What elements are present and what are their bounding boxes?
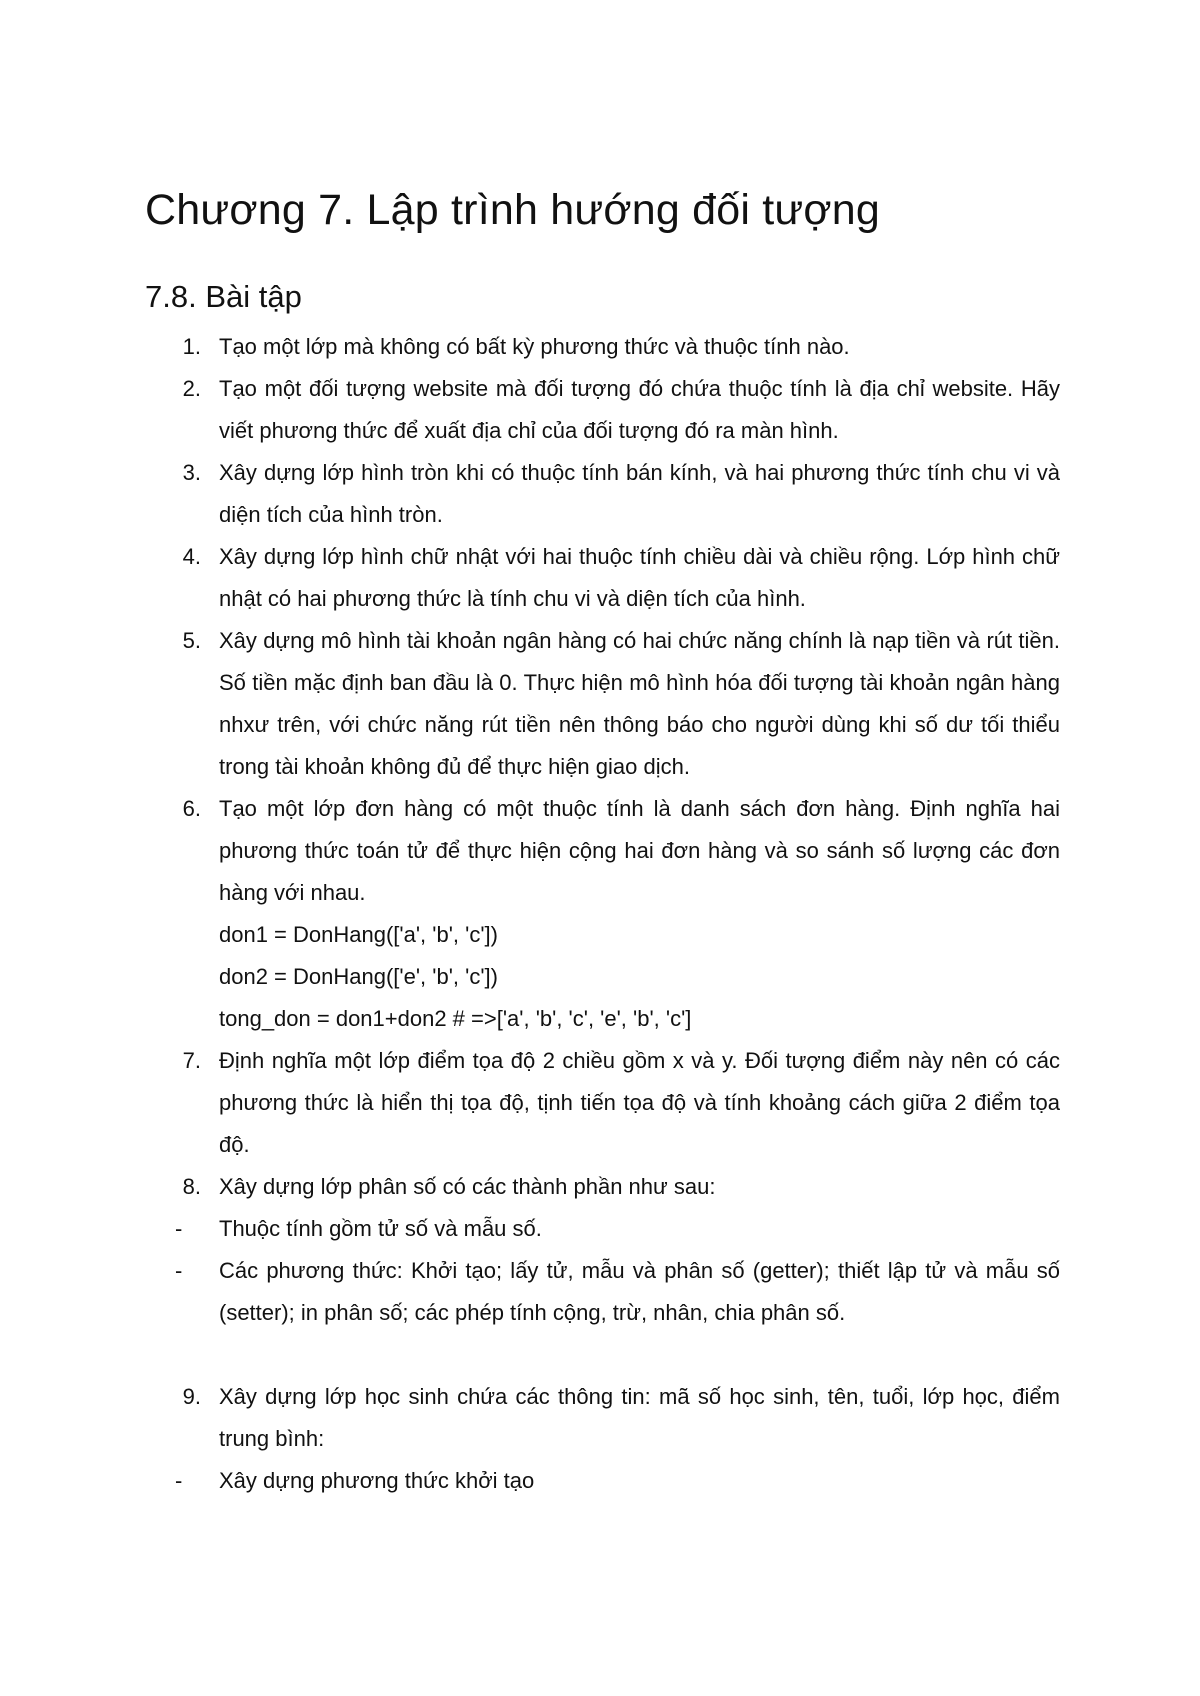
dash-bullet: -	[175, 1216, 183, 1241]
exercise-text: Xây dựng lớp học sinh chứa các thông tin: mã số học sinh, tên, tuổi, lớp học, điểm trung bình:	[219, 1384, 1060, 1451]
sub-item	[145, 1250, 1060, 1334]
exercise-item-5	[145, 620, 1060, 788]
exercise-list	[145, 326, 1060, 1208]
sub-item-text: Các phương thức: Khởi tạo; lấy tử, mẫu và phân số (getter); thiết lập tử và mẫu số (setter); in phân số; các phép tính cộng, trừ, nhân, chia phân số.	[219, 1258, 1060, 1325]
exercise-item-3	[145, 452, 1060, 536]
code-line: don2 = DonHang(['e', 'b', 'c'])	[219, 964, 498, 989]
exercise-text: Tạo một lớp đơn hàng có một thuộc tính là danh sách đơn hàng. Định nghĩa hai phương thức toán tử để thực hiện cộng hai đơn hàng và so sánh số lượng các đơn hàng với nhau.	[219, 796, 1060, 905]
code-line: don1 = DonHang(['a', 'b', 'c'])	[219, 922, 498, 947]
exercise-item-1	[145, 326, 1060, 368]
exercise-text: Tạo một đối tượng website mà đối tượng đó chứa thuộc tính là địa chỉ website. Hãy viết phương thức để xuất địa chỉ của đối tượng đó ra màn hình.	[219, 376, 1060, 443]
exercise-text: Xây dựng lớp hình chữ nhật với hai thuộc tính chiều dài và chiều rộng. Lớp hình chữ nhật có hai phương thức là tính chu vi và diện tích của hình.	[219, 544, 1060, 611]
dash-bullet: -	[175, 1258, 183, 1283]
sub-item-text: Thuộc tính gồm tử số và mẫu số.	[219, 1216, 542, 1241]
exercise-number: 1.	[182, 334, 201, 359]
blank-line	[145, 1334, 1060, 1376]
exercise-number: 9.	[182, 1384, 201, 1409]
sub-item	[145, 1460, 1060, 1502]
section-title: 7.8. Bài tập	[145, 279, 302, 314]
exercise-item-4	[145, 536, 1060, 620]
sub-list	[145, 1460, 1060, 1502]
sub-item	[145, 1208, 1060, 1250]
sub-list	[145, 1208, 1060, 1334]
sub-item-text: Xây dựng phương thức khởi tạo	[219, 1468, 535, 1493]
dash-bullet: -	[175, 1468, 183, 1493]
exercise-item-9	[145, 1376, 1060, 1460]
exercise-number: 5.	[182, 628, 201, 653]
exercise-number: 2.	[182, 376, 201, 401]
code-line: tong_don = don1+don2 # =>['a', 'b', 'c', 'e', 'b', 'c']	[219, 1006, 692, 1031]
exercise-content	[145, 326, 1060, 1502]
exercise-text: Xây dựng mô hình tài khoản ngân hàng có hai chức năng chính là nạp tiền và rút tiền. Số tiền mặc định ban đầu là 0. Thực hiện mô hình hóa đối tượng tài khoản ngân hàng nhxư trên, với chức năng rút tiền nên thông báo cho người dùng khi số dư tối thiểu trong tài khoản không đủ để thực hiện giao dịch.	[219, 628, 1060, 779]
chapter-title: Chương 7. Lập trình hướng đối tượng	[145, 186, 880, 234]
exercise-number: 4.	[182, 544, 201, 569]
exercise-item-7	[145, 1040, 1060, 1166]
exercise-text: Xây dựng lớp hình tròn khi có thuộc tính bán kính, và hai phương thức tính chu vi và diện tích của hình tròn.	[219, 460, 1060, 527]
exercise-text: Xây dựng lớp phân số có các thành phần như sau:	[219, 1174, 716, 1199]
exercise-number: 6.	[182, 796, 201, 821]
exercise-text: Định nghĩa một lớp điểm tọa độ 2 chiều gồm x và y. Đối tượng điểm này nên có các phương thức là hiển thị tọa độ, tịnh tiến tọa độ và tính khoảng cách giữa 2 điểm tọa độ.	[219, 1048, 1060, 1157]
exercise-item-2	[145, 368, 1060, 452]
exercise-number: 7.	[182, 1048, 201, 1073]
exercise-number: 3.	[182, 460, 201, 485]
exercise-text: Tạo một lớp mà không có bất kỳ phương thức và thuộc tính nào.	[219, 334, 850, 359]
exercise-item-8	[145, 1166, 1060, 1208]
exercise-list-continued	[145, 1376, 1060, 1460]
exercise-item-6	[145, 788, 1060, 1040]
exercise-number: 8.	[182, 1174, 201, 1199]
